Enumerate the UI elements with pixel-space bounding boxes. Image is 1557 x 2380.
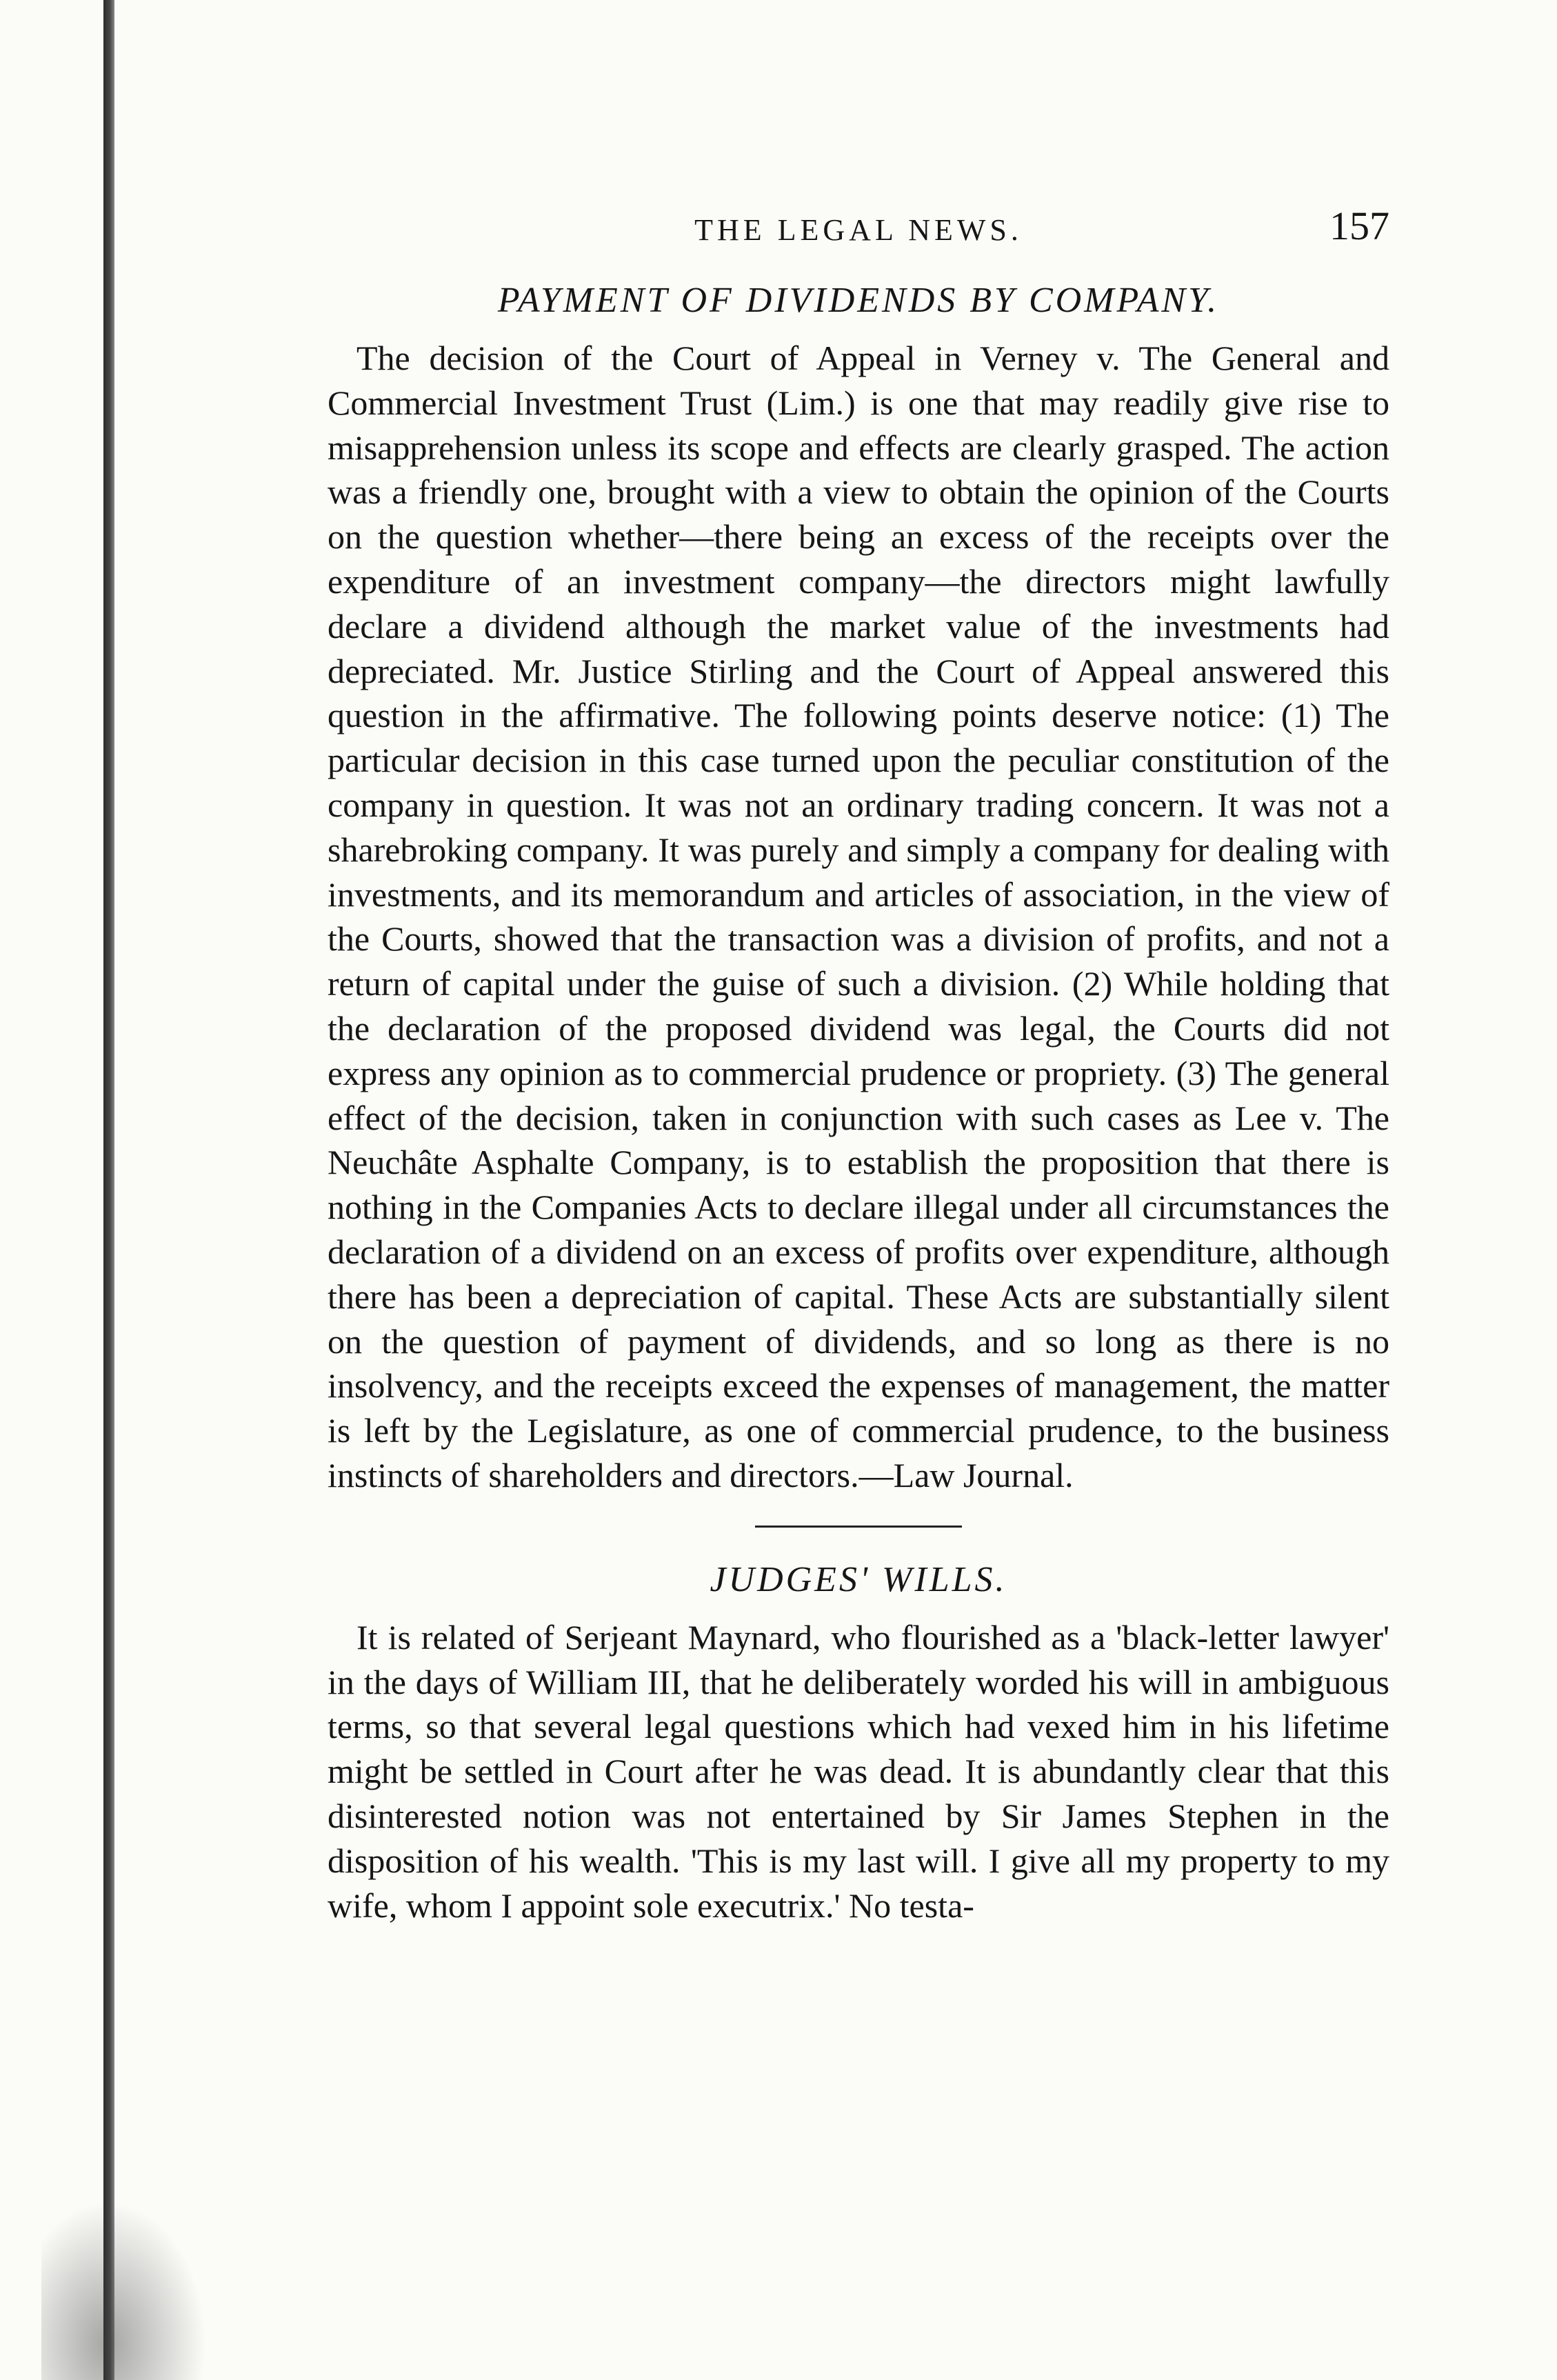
- page-binding-edge: [103, 0, 114, 2380]
- running-head: [328, 193, 1389, 255]
- running-title: THE LEGAL NEWS.: [694, 213, 1023, 247]
- page-smudge: [41, 2201, 207, 2380]
- section-divider: [755, 1526, 962, 1528]
- section-title-judges-wills: JUDGES' WILLS.: [710, 1559, 1007, 1599]
- page-number: 157: [1329, 203, 1389, 248]
- paragraph-judges-wills: It is related of Serjeant Maynard, who flourished as a 'black-letter lawyer' in the days of William III, that he deliberately worded his will in ambiguous terms, so that several legal questions which had vexed him in his lifetime might be settled in Court after he was dead. It is abundantly clear that this disinterested notion was not entertained by Sir James Stephen in the disposition of his wealth. 'This is my last will. I give all my property to my wife, whom I appoint sole executrix.' No testa-: [328, 1617, 1389, 1925]
- section-title-dividends: PAYMENT OF DIVIDENDS BY COMPANY.: [497, 281, 1220, 320]
- paragraph-dividends: The decision of the Court of Appeal in Verney v. The General and Commercial Investment Trust (Lim.) is one that may readily give rise to misapprehension unless its scope and effects are clearly grasped. The action was a friendly one, brought with a view to obtain the opinion of the Courts on the question whether—there being an excess of the receipts over the expenditure of an investment company—the directors might lawfully declare a dividend although the market value of the investments had depreciated. Mr. Justice Stirling and the Court of Appeal answered this question in the affirmative. The following points deserve notice: (1) The particular decision in this case turned upon the peculiar constitution of the company in question. It was not an ordinary trading concern. It was not a sharebroking company. It was purely and simply a company for dealing with investments, and its memorandum and articles of association, in the view of the Courts, showed that the transaction was a division of profits, and not a return of capital under the guise of such a division. (2) While holding that the declaration of the proposed dividend was legal, the Courts did not express any opinion as to commercial prudence or propriety. (3) The general effect of the decision, taken in conjunction with such cases as Lee v. The Neuchâte Asphalte Company, is to establish the proposition that there is nothing in the Companies Acts to declare illegal under all circumstances the declaration of a dividend on an excess of profits over expenditure, although there has been a depreciation of capital. These Acts are substantially silent on the question of payment of dividends, and so long as there is no insolvency, and the receipts exceed the expenses of management, the matter is left by the Legislature, as one of commercial prudence, to the business instincts of shareholders and directors.—Law Journal.: [328, 339, 1389, 1494]
- document-page: [328, 193, 1389, 1928]
